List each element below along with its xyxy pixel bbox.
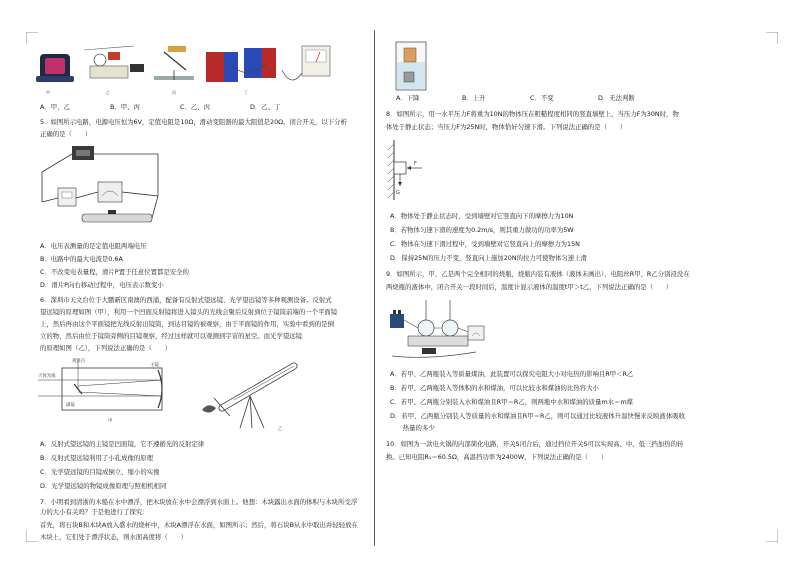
q4-fig-label-bing: 丙: [172, 90, 176, 95]
q6-option-d: D．光学望远镜的物镜成像原理与照相机相同: [40, 482, 167, 490]
q4-fig-bing: [154, 46, 194, 80]
q6-option-b: B．反射式望远镜利用了小孔成像的原理: [40, 454, 154, 462]
q8-stem-line-1: 8．如图所示，用一水平压力F将重为10N的物体压在粗糙程度相同的竖直墙壁上，当压力F为30N时，物: [386, 110, 679, 118]
q6-label-jia: 甲: [108, 419, 113, 424]
q8-option-d: D．保持25N的压力不变，竖直向上施加20N的拉力可使物体匀速上滑: [390, 254, 587, 262]
q4-option-c: C．乙、丙: [180, 103, 211, 111]
q8-option-a: A．物体处于静止状态时，受到墙壁对它竖直向下的摩擦力为10N: [390, 212, 574, 220]
q6-stem-line-1: 6．深圳市天文台位于大鹏新区南澳的西涌，配备有反射式望远镜、光学望远镜等多种观测设备。反射式: [40, 296, 332, 304]
q6-fig-yi: [194, 358, 314, 433]
q6-option-a: A．反射式望远镜的主镜是凹面镜，它不遵循光的反射定律: [40, 440, 205, 448]
q9-option-b: B．若甲、乙两瓶装入等体积的水和煤油，可以比较水和煤油的比热容大小: [390, 384, 599, 392]
q6-fig-jia: [38, 356, 188, 426]
q5-option-d: D．滑片P向右移动过程中，电压表示数变小: [40, 281, 164, 289]
q6-label-incoming: 天体光线: [38, 374, 56, 379]
q8-option-b: B．若物体匀速下滑的速度为0.2m/s，则其重力做功的功率为5W: [390, 226, 574, 234]
q7-stem-line-1: 7．小明看到清浙的木船在水中漂浮，把木块放在水中会漂浮到水面上。他想：木块露出水面的体积与木块所受浮力的大小有关吗？于是他进行了探究：: [40, 498, 358, 517]
q8-wall-figure: [384, 138, 440, 202]
q4-fig-galvanometer: [282, 46, 330, 80]
q9-option-a: A．若甲、乙两瓶装入等质量煤油，此装置可以探究电阻大小对电热的影响且R甲＜R乙: [390, 370, 634, 378]
q7-option-c: C．不变: [530, 94, 554, 102]
q5-circuit-figure: [38, 142, 178, 232]
q4-option-a: A．甲、乙: [40, 103, 70, 111]
q9-stem-line-1: 9．如图所示，甲、乙是两个完全相同的烧瓶，烧瓶内装有液体（液体未画出），电阻丝R甲、R乙分别浸没在: [386, 270, 690, 278]
q6-label-yi: 乙: [278, 427, 283, 432]
q4-fig-ding: [206, 48, 276, 82]
q8-label-force: F: [414, 161, 417, 167]
q6-stem-line-2: 望远镜的原理如图（甲），利用一个凹面反射镜将进入镜头的光线会聚后反射到位于镜筒前端的一个平面镜: [40, 308, 338, 316]
q6-label-main-mirror: 主镜: [150, 363, 159, 368]
column-divider: [374, 30, 375, 546]
q4-fig-label-ding: 丁: [244, 90, 248, 95]
q6-stem-line-3: 上，然后再由这个平面镜把光线反射出镜筒，到达目镜的被观察，由于平面镜的作用，实验中看到的是倒: [40, 320, 334, 328]
q6-label-sub-mirror: 副镜: [66, 403, 75, 408]
q7-stem-line-3: 木块上，它们处于漂浮状态，则水面高度将（ ）: [40, 533, 187, 541]
q8-stem-line-2: 体处于静止状态；当压力F为25N时，物体恰好匀速下滑。下列说法正确的是（ ）: [386, 123, 627, 131]
q7-option-b: B．上升: [462, 94, 486, 102]
q6-stem-line-5: 的原理如图（乙），下列说法正确的是（ ）: [40, 344, 172, 352]
q4-fig-label-yi: 乙: [106, 90, 110, 95]
q6-option-c: C．光学望远镜的目镜成倒立、缩小的实像: [40, 468, 160, 476]
q9-option-d-line-2: 热量的多少: [390, 424, 435, 432]
q4-fig-jia: [36, 54, 74, 82]
q10-stem-line-2: 换。已知电阻R₁＝60.5Ω，高温挡功率为2400W，下列说法正确的是（ ）: [386, 453, 608, 461]
q5-option-c: C．不改变电表量程，滑片P置于任意位置都是安全的: [40, 268, 189, 276]
q4-fig-label-jia: 甲: [46, 90, 50, 95]
q4-fig-yi: [84, 46, 144, 78]
q4-option-d: D．乙、丁: [250, 103, 281, 111]
q7-stem-line-2: 首先，将石块B和木块A放入盛水的烧杯中，木块A漂浮在水面，如图所示；然后，将石块B从水中取出并轻轻放在: [40, 521, 358, 529]
q5-option-a: A．电压表测量的是定值电阻两端电压: [40, 242, 147, 250]
q4-figures: [34, 40, 334, 98]
q10-stem-line-1: 10．如图为一款电火锅的内部简化电路，开关S闭合后，通过挡位开关S可以实现高、中、低三挡加热的转: [386, 440, 684, 448]
q9-circuit-figure: [388, 296, 488, 362]
q9-option-d-line-1: D．若甲、乙两瓶分别装入等质量的水和煤油且R甲＝R乙，则可以通过比较液体升温快慢来反映液体吸收: [390, 412, 685, 420]
q5-stem-line-2: 正确的是（ ）: [40, 130, 92, 138]
q4-option-b: B．甲、丙: [110, 103, 140, 111]
q9-stem-line-2: 两烧瓶的液体中，闭合开关一段时间后，温度计显示液体的温度t甲＞t乙，下列说法正确的是（ ）: [386, 283, 673, 291]
q6-label-observe: 观察点: [72, 359, 86, 364]
q7-beaker-figure: [392, 38, 432, 94]
q9-option-c: C．若甲、乙两瓶分别装入水和煤油且R甲＝R乙，则两瓶中水和煤油的质量m水＝m煤: [390, 398, 634, 406]
q6-stem-line-4: 立的物，然后由位于镜筒旁侧的目镜观察，经过这样就可以观测到宇宙的星空。而光学望远镜: [40, 332, 303, 340]
q7-option-d: D．无法判断: [598, 94, 635, 102]
q5-option-b: B．电路中的最大电流是0.6A: [40, 255, 123, 263]
q8-label-gravity: G: [396, 190, 400, 196]
q7-option-a: A．下降: [396, 94, 420, 102]
q5-stem-line-1: 5．如图所示电路，电源电压恒为6V，定值电阻是10Ω，滑动变阻器的最大阻值是20Ω。闭合开关，以下分析: [40, 118, 347, 126]
q8-option-c: C．物体在匀速下滑过程中，受到墙壁对它竖直向上的摩擦力为15N: [390, 240, 580, 248]
